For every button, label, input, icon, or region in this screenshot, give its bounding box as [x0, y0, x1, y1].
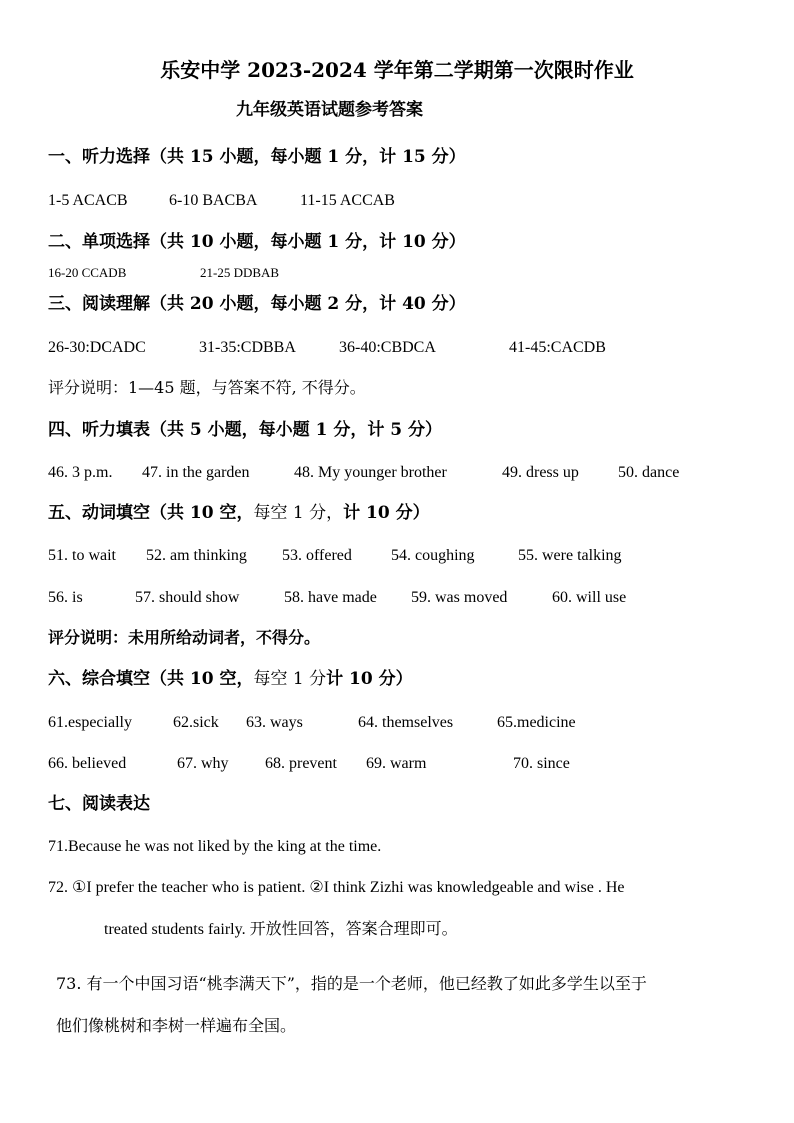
- section1-answer-3: 11-15 ACCAB: [300, 192, 395, 209]
- section5-heading-part-c: 计 10 分）: [343, 503, 430, 523]
- section5-answer-58: 58. have made: [284, 589, 377, 606]
- section6-answer-64: 64. themselves: [358, 714, 454, 731]
- section3-answer-4: 41-45:CACDB: [509, 339, 606, 356]
- section3-answer-1: 26-30:DCADC: [48, 339, 146, 356]
- section5-scoring-note: 评分说明：未用所给动词者，不得分。: [48, 628, 321, 647]
- section6-heading-part-a: 六、综合填空（共 10 空，: [48, 669, 254, 689]
- section3-answer-2: 31-35:CDBBA: [199, 339, 296, 356]
- section3-answer-3: 36-40:CBDCA: [339, 339, 436, 356]
- section5-answer-53: 53. offered: [282, 547, 352, 564]
- answer-72-line1: 72. ①I prefer the teacher who is patient. ②I think Zizhi was knowledgeable and wise . He: [48, 879, 625, 896]
- section4-answer-49: 49. dress up: [502, 464, 579, 481]
- page-subtitle: 九年级英语试题参考答案: [236, 100, 423, 120]
- section4-answer-47: 47. in the garden: [142, 464, 250, 481]
- section6-answer-66: 66. believed: [48, 755, 127, 772]
- section5-heading-part-b: 每空 1 分，: [253, 503, 344, 523]
- answer-73-line1: 73. 有一个中国习语“桃李满天下”，指的是一个老师，他已经教了如此多学生以至于: [56, 974, 647, 993]
- section6-answer-65: 65.medicine: [497, 714, 576, 731]
- section6-answer-62: 62.sick: [173, 714, 219, 731]
- section2-heading: 二、单项选择（共 10 小题，每小题 1 分，计 10 分）: [48, 232, 466, 252]
- section5-answer-60: 60. will use: [552, 589, 627, 606]
- section5-answer-57: 57. should show: [135, 589, 240, 606]
- section3-scoring-note: 评分说明：1—45 题，与答案不符, 不得分。: [48, 378, 366, 397]
- section6-answer-63: 63. ways: [246, 714, 303, 731]
- section6-answer-70: 70. since: [513, 755, 570, 772]
- section5-answer-56: 56. is: [48, 589, 83, 606]
- section1-answer-1: 1-5 ACACB: [48, 192, 128, 209]
- section4-answer-50: 50. dance: [618, 464, 680, 481]
- section2-answer-1: 16-20 CCADB: [48, 265, 127, 280]
- section4-heading: 四、听力填表（共 5 小题，每小题 1 分，计 5 分）: [48, 420, 442, 440]
- section6-answer-67: 67. why: [177, 755, 229, 772]
- section5-answer-52: 52. am thinking: [146, 547, 247, 564]
- section2-answer-2: 21-25 DDBAB: [200, 265, 280, 280]
- section6-heading: [48, 671, 413, 688]
- section1-heading: 一、听力选择（共 15 小题，每小题 1 分，计 15 分）: [48, 147, 466, 167]
- section1-answer-2: 6-10 BACBA: [169, 192, 258, 209]
- section6-answer-69: 69. warm: [366, 755, 427, 772]
- section6-answer-61: 61.especially: [48, 714, 132, 731]
- section5-heading: [48, 505, 430, 522]
- section5-answer-54: 54. coughing: [391, 547, 475, 564]
- section6-answer-68: 68. prevent: [265, 755, 337, 772]
- section5-answer-59: 59. was moved: [411, 589, 508, 606]
- section6-heading-part-b: 每空 1 分: [253, 669, 327, 689]
- section4-answer-48: 48. My younger brother: [294, 464, 447, 481]
- section7-heading: 七、阅读表达: [48, 794, 150, 814]
- section6-heading-part-c: 计 10 分）: [326, 669, 413, 689]
- answer-72-line2: treated students fairly. 开放性回答，答案合理即可。: [104, 921, 458, 938]
- section5-heading-part-a: 五、动词填空（共 10 空，: [48, 503, 254, 523]
- answer-73-line2: 他们像桃树和李树一样遍布全国。: [56, 1016, 297, 1035]
- section5-answer-55: 55. were talking: [518, 547, 622, 564]
- page-title: 乐安中学 2023-2024 学年第二学期第一次限时作业: [160, 58, 634, 82]
- section3-heading: 三、阅读理解（共 20 小题，每小题 2 分，计 40 分）: [48, 294, 466, 314]
- section5-answer-51: 51. to wait: [48, 547, 116, 564]
- answer-71: 71.Because he was not liked by the king at the time.: [48, 838, 382, 855]
- section4-answer-46: 46. 3 p.m.: [48, 464, 113, 481]
